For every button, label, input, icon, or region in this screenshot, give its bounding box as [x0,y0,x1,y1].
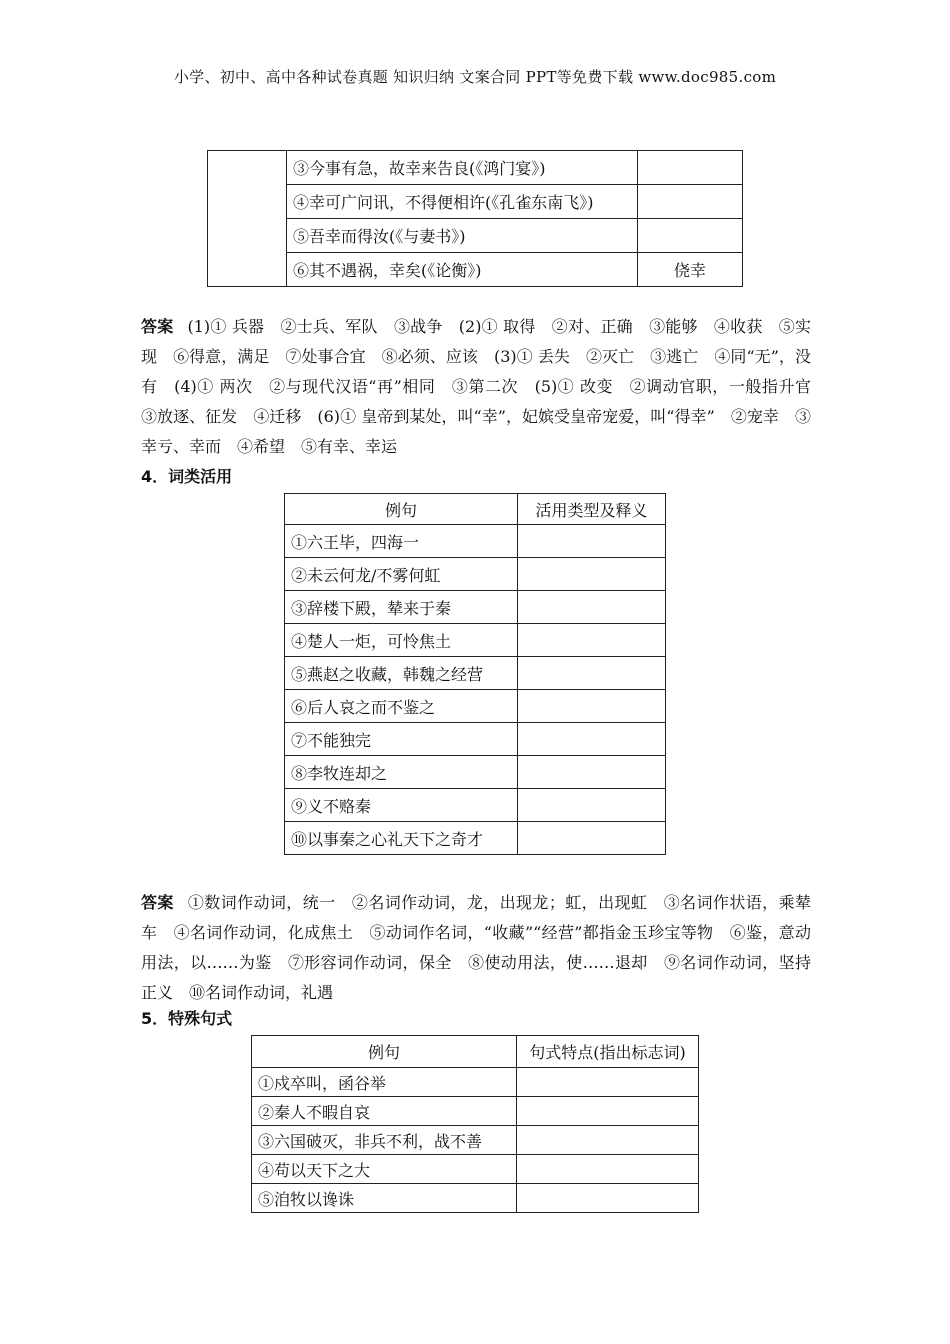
section-title-5: 5．特殊句式 [141,1009,233,1028]
answer-cell [517,1184,699,1213]
meaning-cell [638,185,743,219]
answer-cell [517,1155,699,1184]
table-meanings-xing [207,150,743,287]
answer-cell [518,657,666,690]
answer-cell [517,1097,699,1126]
example-cell: ⑤燕赵之收藏，韩魏之经营 [285,657,518,690]
column-header: 活用类型及释义 [518,494,666,525]
answer-block-1 [141,312,828,462]
page-header: 小学、初中、高中各种试卷真题 知识归纳 文案合同 PPT等免费下载 www.doc985.com [173,68,777,86]
example-cell: ⑧李牧连却之 [285,756,518,789]
example-cell: ③辞楼下殿，辇来于秦 [285,591,518,624]
example-cell: ④幸可广问讯，不得便相许(《孔雀东南飞》) [287,185,638,219]
meaning-cell [638,151,743,185]
example-cell: ①戍卒叫，函谷举 [252,1068,517,1097]
table-row [208,151,743,185]
table-row [252,1155,699,1184]
answer-cell [518,822,666,855]
example-cell: ③今事有急，故幸来告良(《鸿门宴》) [287,151,638,185]
answer-cell [518,723,666,756]
table-row [252,1068,699,1097]
table-row [285,690,666,723]
table-row [285,624,666,657]
section-title-4: 4．词类活用 [141,467,233,486]
table-row [208,185,743,219]
answer-cell [517,1068,699,1097]
example-cell: ④楚人一炬，可怜焦土 [285,624,518,657]
answer-cell [518,756,666,789]
meaning-cell [638,219,743,253]
table-row [285,822,666,855]
example-cell: ⑥后人哀之而不鉴之 [285,690,518,723]
column-header: 例句 [285,494,518,525]
example-cell: ②秦人不暇自哀 [252,1097,517,1126]
table-cell-blank [208,151,287,287]
answer-cell [518,789,666,822]
answer-cell [518,624,666,657]
example-cell: ⑤洎牧以谗诛 [252,1184,517,1213]
table-row [208,253,743,287]
example-cell: ⑥其不遇祸，幸矣(《论衡》) [287,253,638,287]
example-cell: ④苟以天下之大 [252,1155,517,1184]
answer-cell [517,1126,699,1155]
answer-cell [518,591,666,624]
answer-label: 答案 [141,317,174,336]
answer-text: ①数词作动词，统一 ②名词作动词，龙，出现龙；虹，出现虹 ③名词作状语，乘辇车 ④名词作动词，化成焦土 ⑤动词作名词，“收藏”“经营”都指金玉珍宝等物 ⑥鉴，意动用法，以……为鉴 ⑦形容词作动词，保全 ⑧使动用法，使……退却 ⑨名词作动词，坚持正义 ⑩名词作动词，礼遇 [141,893,811,1002]
answer-block-2 [141,888,811,1008]
table-row [285,591,666,624]
column-header: 例句 [252,1036,517,1068]
example-cell: ⑨义不赂秦 [285,789,518,822]
answer-cell [518,690,666,723]
answer-cell [518,558,666,591]
table-row [285,756,666,789]
table-row [285,723,666,756]
table-word-class [284,493,666,855]
answer-text: (1)① 兵器 ②士兵、军队 ③战争 (2)① 取得 ②对、正确 ③能够 ④收获 ⑤实现 ⑥得意，满足 ⑦处事合宜 ⑧必须、应该 (3)① 丢失 ②灭亡 ③逃亡 ④同“无”，没有 (4)① 两次 ②与现代汉语“再”相同 ③第二次 (5)① 改变 ②调动官职，一般指升官 ③放逐、征发 ④迁移 (6)① 皇帝到某处，叫“幸”，妃嫔受皇帝宠爱，叫“得幸” ②宠幸 ③幸亏、幸而 ④希望 ⑤有幸、幸运 [141,317,828,456]
table-row [285,558,666,591]
meaning-cell: 侥幸 [638,253,743,287]
example-cell: ①六王毕，四海一 [285,525,518,558]
example-cell: ⑦不能独完 [285,723,518,756]
example-cell: ③六国破灭，非兵不利，战不善 [252,1126,517,1155]
table-sentence-patterns [251,1035,699,1213]
table-row [252,1184,699,1213]
example-cell: ②未云何龙/不雾何虹 [285,558,518,591]
column-header: 句式特点(指出标志词) [517,1036,699,1068]
table-header-row [285,494,666,525]
table-header-row [252,1036,699,1068]
answer-cell [518,525,666,558]
example-cell: ⑤吾幸而得汝(《与妻书》) [287,219,638,253]
example-cell: ⑩以事秦之心礼天下之奇才 [285,822,518,855]
table-row [252,1126,699,1155]
table-row [285,789,666,822]
answer-label: 答案 [141,893,174,912]
table-row [285,525,666,558]
table-row [285,657,666,690]
table-row [252,1097,699,1126]
table-row [208,219,743,253]
